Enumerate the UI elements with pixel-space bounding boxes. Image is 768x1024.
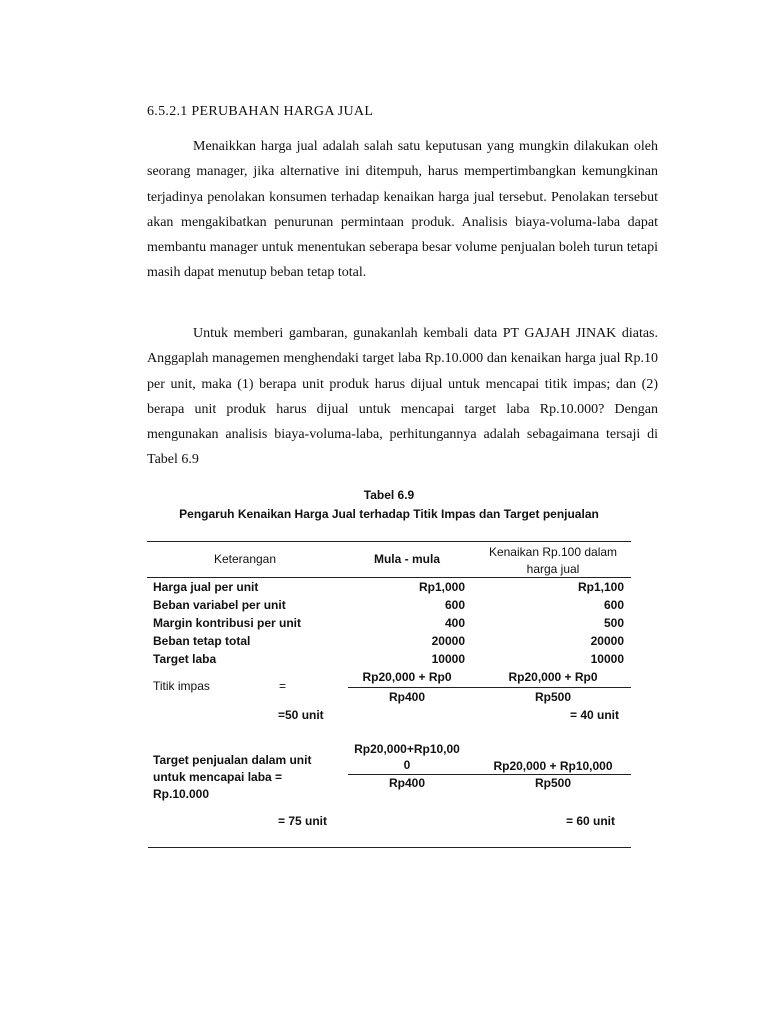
table-subtitle: Pengaruh Kenaikan Harga Jual terhadap Titik Impas dan Target penjualan [179,507,599,521]
table-header-rule [147,577,631,578]
table-row-label: Beban variabel per unit [153,598,286,612]
table-top-rule [147,541,631,542]
target-penjualan-mula-numerator-line2: 0 [403,758,411,772]
table-row-kenaikan: 500 [603,616,624,630]
table-row-mula: 10000 [431,652,465,666]
table-row-label: Margin kontribusi per unit [153,616,302,630]
header-kenaikan-line2: harga jual [526,562,580,576]
target-penjualan-kenaikan-result: = 60 unit [565,814,615,828]
table-bottom-rule [148,847,631,848]
titik-impas-equals: = [279,679,287,693]
titik-impas-fraction-rule [348,687,631,688]
titik-impas-mula-numerator: Rp20,000 + Rp0 [362,670,452,684]
target-penjualan-label-line3: Rp.10.000 [153,787,210,801]
header-kenaikan-line1: Kenaikan Rp.100 dalam [488,545,618,559]
header-mula-mula: Mula - mula [373,552,440,566]
table-row-mula: Rp1,000 [418,580,465,594]
titik-impas-kenaikan-result: = 40 unit [569,708,619,722]
titik-impas-label: Titik impas [153,679,210,693]
table-title: Tabel 6.9 [363,488,415,502]
table-row-kenaikan: Rp1,100 [577,580,624,594]
titik-impas-mula-result: =50 unit [278,708,324,722]
table-row-kenaikan: 10000 [590,652,624,666]
table-row-label: Harga jual per unit [153,580,259,594]
paragraph-2 [147,321,658,473]
table-row-kenaikan: 600 [603,598,624,612]
target-penjualan-mula-result: = 75 unit [278,814,328,828]
paragraph-2-text: Untuk memberi gambaran, gunakanlah kembali data PT GAJAH JINAK diatas. Anggaplah managemen menghendaki target laba Rp.10.000 dan kenaikan harga jual Rp.10 per unit, maka (1) berapa unit produk harus dijual untuk mencapai titik impas; dan (2) berapa unit produk harus dijual untuk mencapai target laba Rp.10.000? Dengan mengunakan analisis biaya-voluma-laba, perhitungannya adalah sebagaimana tersaji di Tabel 6.9 [147,326,658,468]
table-row-label: Beban tetap total [153,634,251,648]
table-row-label: Target laba [153,652,217,666]
target-penjualan-label-line1: Target penjualan dalam unit [153,753,312,767]
titik-impas-kenaikan-numerator: Rp20,000 + Rp0 [508,670,598,684]
target-penjualan-label-line2: untuk mencapai laba = [153,770,283,784]
header-keterangan: Keterangan [213,552,277,566]
table-row-mula: 600 [444,598,465,612]
table-row-mula: 20000 [431,634,465,648]
target-penjualan-mula-numerator-line1: Rp20,000+Rp10,00 [354,742,460,756]
titik-impas-kenaikan-denominator: Rp500 [534,690,572,704]
paragraph-1 [147,134,658,286]
table-row-kenaikan: 20000 [590,634,624,648]
target-penjualan-mula-denominator: Rp400 [388,776,426,790]
target-penjualan-kenaikan-numerator: Rp20,000 + Rp10,000 [493,759,613,773]
section-heading: 6.5.2.1 PERUBAHAN HARGA JUAL [147,104,374,119]
paragraph-1-text: Menaikkan harga jual adalah salah satu keputusan yang mungkin dilakukan oleh seorang manager, jika alternative ini ditempuh, harus mempertimbangkan kemungkinan terjadinya penolakan konsumen terhadap kenaikan harga jual tersebut. Penolakan tersebut akan mengakibatkan penurunan permintaan produk. Analisis biaya-voluma-laba dapat membantu manager untuk menentukan seberapa besar volume penjualan boleh turun tetapi masih dapat menutup beban tetap total. [147,139,658,281]
table-row-mula: 400 [444,616,465,630]
titik-impas-mula-denominator: Rp400 [388,690,426,704]
target-penjualan-kenaikan-denominator: Rp500 [534,776,572,790]
target-penjualan-fraction-rule [348,774,631,775]
